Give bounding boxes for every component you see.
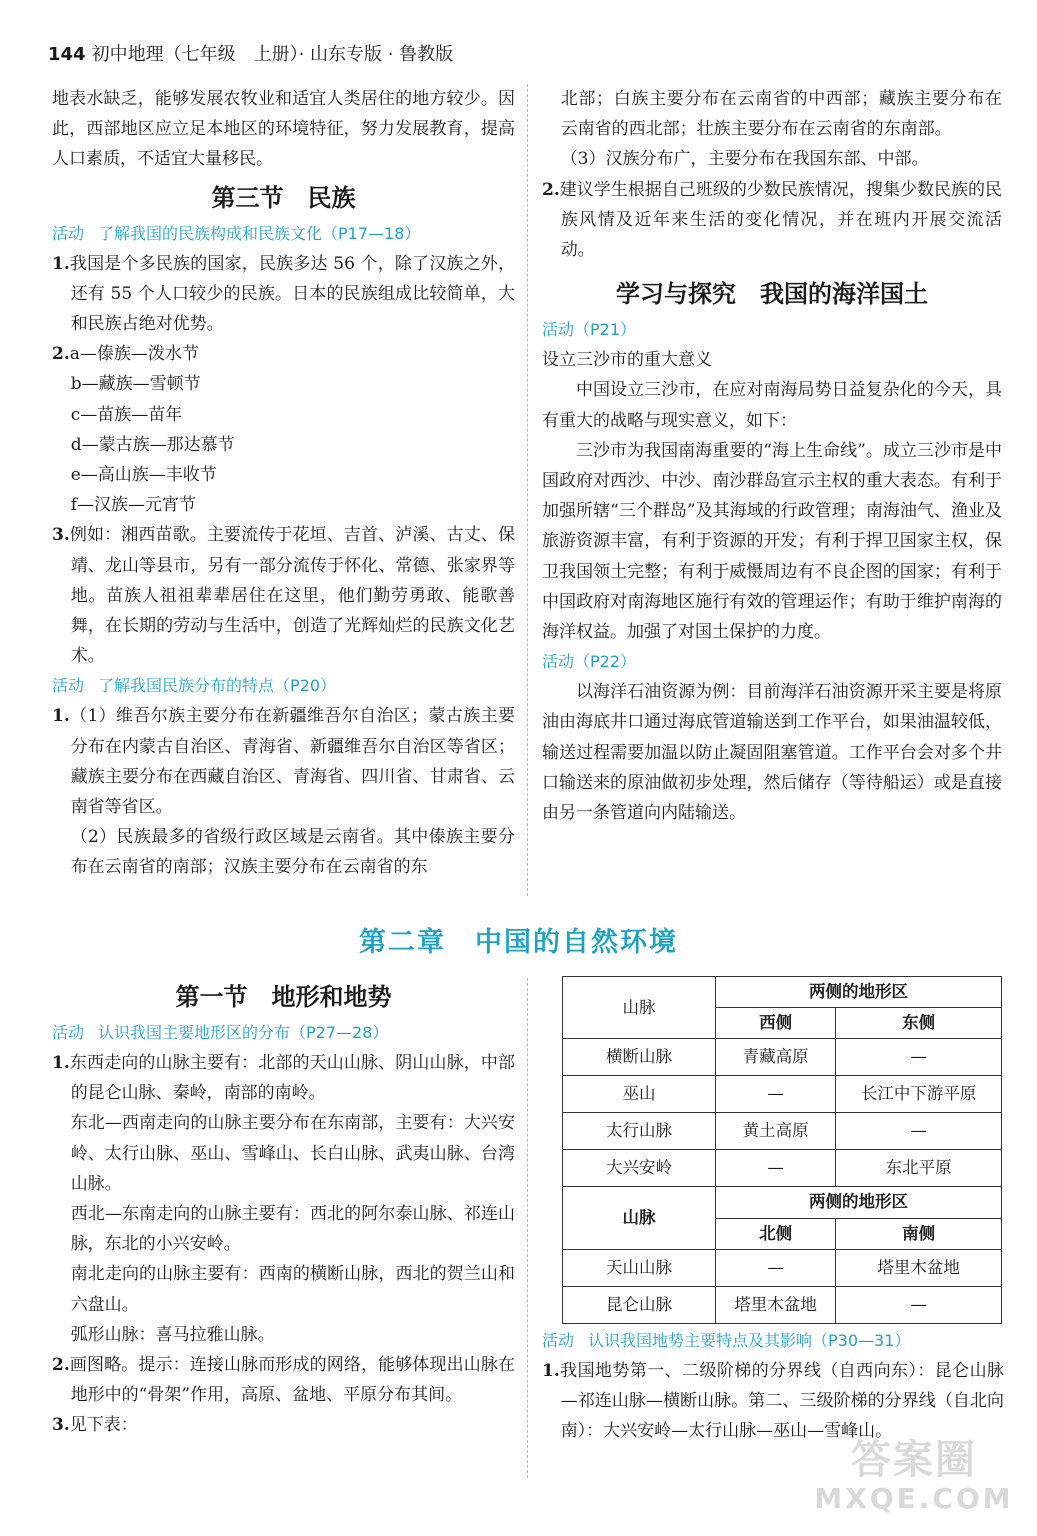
right-column-top	[542, 84, 1002, 828]
question-2: 2.a—傣族—泼水节	[52, 344, 199, 365]
paragraph: 以海洋石油资源为例：目前海洋石油资源开采主要是将原油由海底井口通过海底管道输送到工作平台，如果油温较低，输送过程需要加温以防止凝固阻塞管道。工作平台会对多个井口输送来的原油做初步处理，然后储存（等待船运）或是直接由另一条管道向内陆输送。	[542, 682, 1002, 824]
book-title: 初中地理（七年级 上册）· 山东专版 · 鲁教版	[91, 44, 454, 65]
table-header-mountain: 山脉	[563, 977, 716, 1039]
page-header	[48, 40, 453, 66]
subtitle: 设立三沙市的重大意义	[542, 350, 712, 371]
left-column-top	[52, 84, 515, 883]
question-1: 1.东西走向的山脉主要有：北部的天山山脉、阴山山脉，中部的昆仑山脉、秦岭，南部的南岭。	[52, 1053, 515, 1104]
section-title-terrain: 第一节 地形和地势	[175, 983, 392, 1011]
question-3: 3.例如：湘西苗歌。主要流传于花垣、吉首、泸溪、古丈、保靖、龙山等县市，另有一部分流传于怀化、常德、张家界等地。苗族人祖祖辈辈居住在这里，他们勤劳勇敢、能歌善舞，在长期的劳动与生活中，创造了光辉灿烂的民族文化艺术。	[52, 525, 515, 667]
paragraph: 南北走向的山脉主要有：西南的横断山脉，西北的贺兰山和六盘山。	[70, 1264, 515, 1315]
table-header-mountain-2: 山脉	[563, 1187, 716, 1249]
mountain-table	[562, 976, 1002, 1324]
table-header-regions: 两侧的地形区	[716, 977, 1002, 1008]
activity-title: 了解我国的民族构成和民族文化（P17—18）	[98, 223, 421, 243]
paragraph: 东北—西南走向的山脉主要分布在东南部，主要有：大兴安岭、太行山脉、巫山、雪峰山、长白山脉、武夷山脉、台湾山脉。	[70, 1113, 515, 1194]
question-1-distribution: 1.（1）维吾尔族主要分布在新疆维吾尔自治区；蒙古族主要分布在内蒙古自治区、青海省、新疆维吾尔自治区等省区；藏族主要分布在西藏自治区、青海省、四川省、甘肃省、云南省等省区。	[52, 706, 515, 818]
section-title-ocean: 学习与探究 我国的海洋国土	[616, 280, 928, 309]
chapter-title: 第二章 中国的自然环境	[359, 927, 678, 958]
activity-tag: 活动	[52, 223, 85, 243]
table-row: 大兴安岭 — 东北平原	[563, 1150, 1002, 1187]
watermark-logo: 答案圈 MXQE.COM	[814, 1437, 1014, 1515]
activity-heading: 活动 认识我国地势主要特点及其影响（P30—31）	[542, 1330, 911, 1350]
list-item: d—蒙古族—那达慕节	[70, 434, 235, 455]
activity-heading: 活动 认识我国主要地形区的分布（P27—28）	[52, 1023, 389, 1042]
table-row: 横断山脉 青藏高原 —	[563, 1039, 1002, 1076]
table-header-east: 东侧	[836, 1008, 1002, 1039]
activity-heading: 活动（P21）	[542, 320, 637, 340]
paragraph: （3）汉族分布广，主要分布在我国东部、中部。	[560, 149, 929, 170]
paragraph: 北部；白族主要分布在云南省的中西部；藏族主要分布在云南省的西北部；壮族主要分布在云南省的东南部。	[560, 89, 1002, 140]
column-divider-lower	[527, 978, 528, 1478]
table-header-west: 西侧	[716, 1008, 836, 1039]
list-item: e—高山族—丰收节	[70, 465, 217, 486]
paragraph: （2）民族最多的省级行政区域是云南省。其中傣族主要分布在云南省的南部；汉族主要分布在云南省的东	[70, 827, 515, 878]
question-1: 1.我国是个多民族的国家，民族多达 56 个，除了汉族之外，还有 55 个人口较少的民族。日本的民族组成比较简单，大和民族占绝对优势。	[52, 253, 515, 335]
table-header-south: 南侧	[836, 1218, 1002, 1249]
table-header-north: 北侧	[716, 1218, 836, 1249]
table-row: 昆仑山脉 塔里木盆地 —	[563, 1286, 1002, 1323]
question-3: 3.见下表：	[52, 1415, 138, 1436]
activity-heading	[52, 219, 515, 249]
intro-paragraph: 地表水缺乏，能够发展农牧业和适宜人类居住的地方较少。因此，西部地区应立足本地区的环境特征，努力发展教育，提高人口素质，不适宜大量移民。	[52, 89, 515, 170]
column-divider	[527, 84, 528, 896]
paragraph: 西北—东南走向的山脉主要有：西北的阿尔泰山脉、祁连山脉，东北的小兴安岭。	[70, 1204, 515, 1255]
table-header-regions-2: 两侧的地形区	[716, 1187, 1002, 1218]
question-2: 2.建议学生根据自己班级的少数民族情况，搜集少数民族的民族风情及近年来生活的变化情况，并在班内开展交流活动。	[542, 179, 1002, 261]
paragraph: 三沙市为我国南海重要的“海上生命线”。成立三沙市是中国政府对西沙、中沙、南沙群岛宣示主权的重大表态。有利于加强所辖“三个群岛”及其海域的行政管理；南海油气、渔业及旅游资源丰富，有利于资源的开发；有利于捍卫国家主权，保卫我国领土完整；有利于威慑周边有不良企图的国家；有利于中国政府对南海地区施行有效的管理运作；有助于维护南海的海洋权益。加强了对国土保护的力度。	[542, 440, 1002, 643]
activity-heading: 活动（P22）	[542, 652, 637, 672]
list-item: b—藏族—雪顿节	[70, 374, 201, 395]
right-column-bottom	[542, 976, 1004, 1446]
left-column-bottom	[52, 976, 515, 1441]
section-title-minzu: 第三节 民族	[211, 183, 356, 212]
paragraph: 中国设立三沙市，在应对南海局势日益复杂化的今天，具有重大的战略与现实意义，如下：	[542, 380, 1002, 431]
table-row: 巫山 — 长江中下游平原	[563, 1076, 1002, 1113]
list-item: c—苗族—苗年	[70, 404, 183, 425]
list-item: f—汉族—元宵节	[70, 495, 196, 516]
table-row: 天山山脉 — 塔里木盆地	[563, 1249, 1002, 1286]
question-2: 2.画图略。提示：连接山脉而形成的网络，能够体现出山脉在地形中的“骨架”作用，高原、盆地、平原分布其间。	[52, 1355, 515, 1406]
activity-heading: 活动 了解我国民族分布的特点（P20）	[52, 676, 337, 696]
table-row: 太行山脉 黄土高原 —	[563, 1113, 1002, 1150]
paragraph: 弧形山脉：喜马拉雅山脉。	[70, 1324, 275, 1345]
question-1-terrain: 1.我国地势第一、二级阶梯的分界线（自西向东）：昆仑山脉—祁连山脉—横断山脉。第二、三级阶梯的分界线（自北向南）：大兴安岭—太行山脉—巫山—雪峰山。	[542, 1360, 1004, 1442]
page-number: 144	[48, 44, 86, 65]
